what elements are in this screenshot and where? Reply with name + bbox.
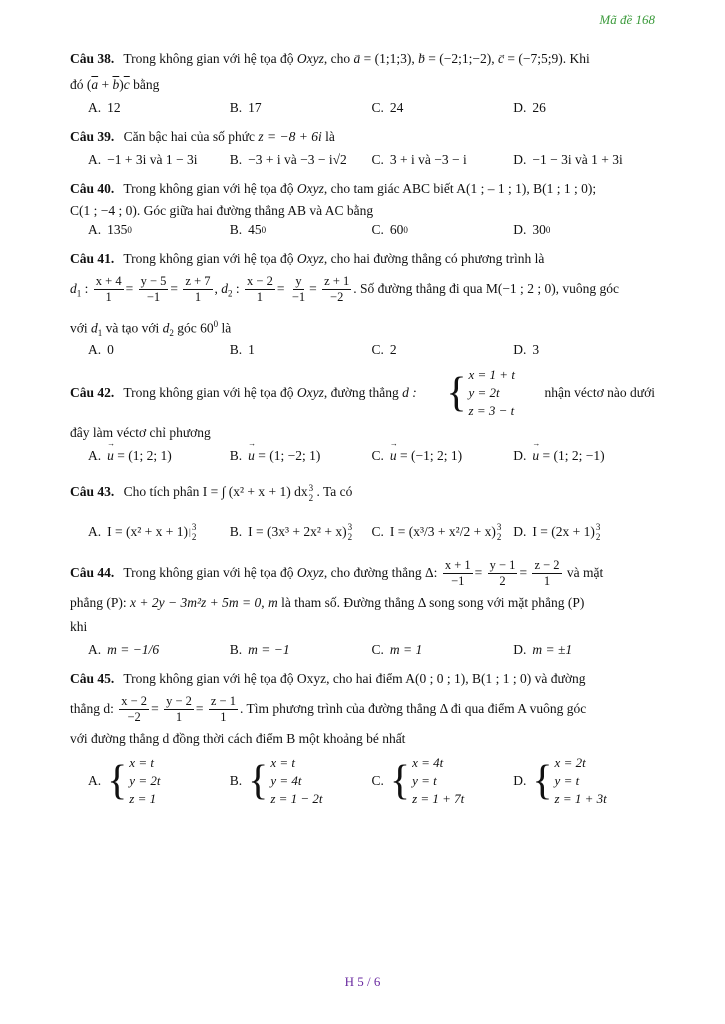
option-b[interactable]: B. { x = t y = 4t z = 1 − 2t [229,754,323,806]
page-number: H 5 / 6 [344,974,381,989]
answer-options [70,522,655,542]
option-c[interactable]: C. → u = (−1; 2; 1) [372,448,514,464]
option-d[interactable]: D. m = ±1 [513,641,573,657]
option-b[interactable]: B. 45 0 [229,222,267,237]
document-body [70,46,655,816]
question-41: Câu 41. Trong không gian với hệ tọa độ Oxyz, cho hai đường thẳng có phương trình là $d_1$ : $\frac{x + 4}{1}$ = $\frac{y - 5}{-1}$ = $\frac{z + 7}{1}$ , $d_2$ : $\frac{x - 2}{1}$ = $\frac{y}{-1}$ = $\frac{z + 1}{-2}$ . Số đường thẳng đi qua M(−1 ; 2 ; 0), vuông góc với $d_1$ và tạo với $d_2$ góc $60^0$ là A. 0 B. 1 C. 2 D. 3 [70,246,655,358]
option-a[interactable]: A. 0 [88,341,114,357]
option-b[interactable]: B. I = (3x³ + 2x² + x) 3 2 [229,521,353,542]
answer-options [70,152,655,168]
question-42: Câu 42. Trong không gian với hệ tọa độ Oxyz, đường thẳng d : { x = 1 + t y = 2t z = 3 − t nhận véctơ nào dưới đây làm véctơ chỉ phương A. → u = (1; 2; 1) B. → u = (1; −2; 1) C. → u = (−1; 2; 1) D. → u = (1; 2; −1) [70,366,655,464]
line-system: { x = 1 + t y = 2t z = 3 − t [446,366,515,418]
answer-options [70,100,655,116]
option-d[interactable]: D. 26 [513,100,546,115]
answer-options [70,342,655,358]
option-c[interactable]: C. 2 [371,341,397,357]
option-c[interactable]: C. 60 0 [371,222,408,237]
answer-options [70,448,655,464]
option-c[interactable]: C. 24 [371,100,404,115]
option-a[interactable]: A. 12 [88,100,121,115]
option-b[interactable]: B. 1 [229,341,255,357]
option-c[interactable]: C. 3 + i và −3 − i [371,152,467,167]
option-a[interactable]: A. { x = t y = 2t z = 1 [88,754,161,806]
option-a[interactable]: A. −1 + 3i và 1 − 3i [88,152,198,167]
option-d[interactable]: D. → u = (1; 2; −1) [513,448,655,464]
answer-options [70,754,655,808]
option-d[interactable]: D. 30 0 [513,222,551,237]
exam-code: Mã đề 168 [599,12,655,27]
question-45: Câu 45. Trong không gian với hệ tọa độ Oxyz, cho hai điểm A(0 ; 0 ; 1), B(1 ; 1 ; 0) và đường thẳng d: $\frac{x - 2}{-2}$ = $\frac{y - 2}{1}$ = $\frac{z - 1}{1}$ . Tìm phương trình của đường thẳng Δ đi qua điểm A vuông góc với đường thẳng d đồng thời cách điểm B một khoảng bé nhất A. { x = t y = 2t z = 1 B. { x = t y = 4t z = 1 − 2t C. { x = 4t y = t z = 1 + 7t D. { x = 2t y = t z = 1 + 3t [70,666,655,808]
option-b[interactable]: B. m = −1 [229,641,290,657]
answer-options [70,642,655,658]
option-d[interactable]: D. { x = 2t y = t z = 1 + 3t [513,754,607,806]
question-40: Câu 40. Trong không gian với hệ tọa độ Oxyz, cho tam giác ABC biết A(1 ; – 1 ; 1), B(1 ; 1 ; 0); C(1 ; −4 ; 0). Góc giữa hai đường thẳng AB và AC bằng A. 135 0 B. 45 0 C. 60 0 D. 30 0 [70,176,655,238]
option-d[interactable]: D. 3 [513,341,540,357]
question-39: Câu 39. Căn bậc hai của số phức z = −8 + 6i là A. −1 + 3i và 1 − 3i B. −3 + i và −3 − i√2 C. 3 + i và −3 − i D. −1 − 3i và 1 + 3i [70,124,655,168]
option-c[interactable]: C. { x = 4t y = t z = 1 + 7t [371,754,465,806]
option-a[interactable]: A. → u = (1; 2; 1) [88,448,230,464]
answer-options [70,222,655,238]
option-d[interactable]: D. −1 − 3i và 1 + 3i [513,152,623,167]
option-a[interactable]: A. I = (x² + x + 1) | 3 2 [88,521,197,542]
question-label: Câu 38. [70,51,115,66]
option-b[interactable]: B. −3 + i và −3 − i√2 [229,152,347,167]
question-38: Câu 38. Trong không gian với hệ tọa độ Oxyz, cho → a = (1;1;3), → b = (−2;1;−2), → c = (−7;5;9). Khi đó $(\overline{a} + \overline{b})\overline{c}$ bằng A. 12 B. 17 C. 24 D. 26 [70,46,655,116]
question-44: Câu 44. Trong không gian với hệ tọa độ Oxyz, cho đường thẳng Δ: $\frac{x + 1}{-1}$ = $\frac{y - 1}{2}$ = $\frac{z - 2}{1}$ và mặt phẳng (P): x + 2y − 3m²z + 5m = 0, m là tham số. Đường thẳng Δ song song với mặt phẳng (P) khi A. m = −1/6 B. m = −1 C. m = 1 D. m = ±1 [70,556,655,658]
option-b[interactable]: B. 17 [229,100,262,115]
option-d[interactable]: D. I = (2x + 1) 3 2 [513,521,601,542]
option-c[interactable]: C. I = (x³/3 + x²/2 + x) 3 2 [371,521,502,542]
option-a[interactable]: A. m = −1/6 [88,641,160,657]
option-a[interactable]: A. 135 0 [88,222,132,237]
option-c[interactable]: C. m = 1 [371,641,423,657]
option-b[interactable]: B. → u = (1; −2; 1) [230,448,372,464]
question-43: Câu 43. Cho tích phân I = ∫ (x² + x + 1) dx 3 2 . Ta có A. I = (x² + x + 1) | 3 2 B. I = (3x³ + 2x² + x) 3 2 C. I = (x³/3 + x²/2 + x) 3 2 D. I = (2x + 1) 3 2 [70,472,655,542]
